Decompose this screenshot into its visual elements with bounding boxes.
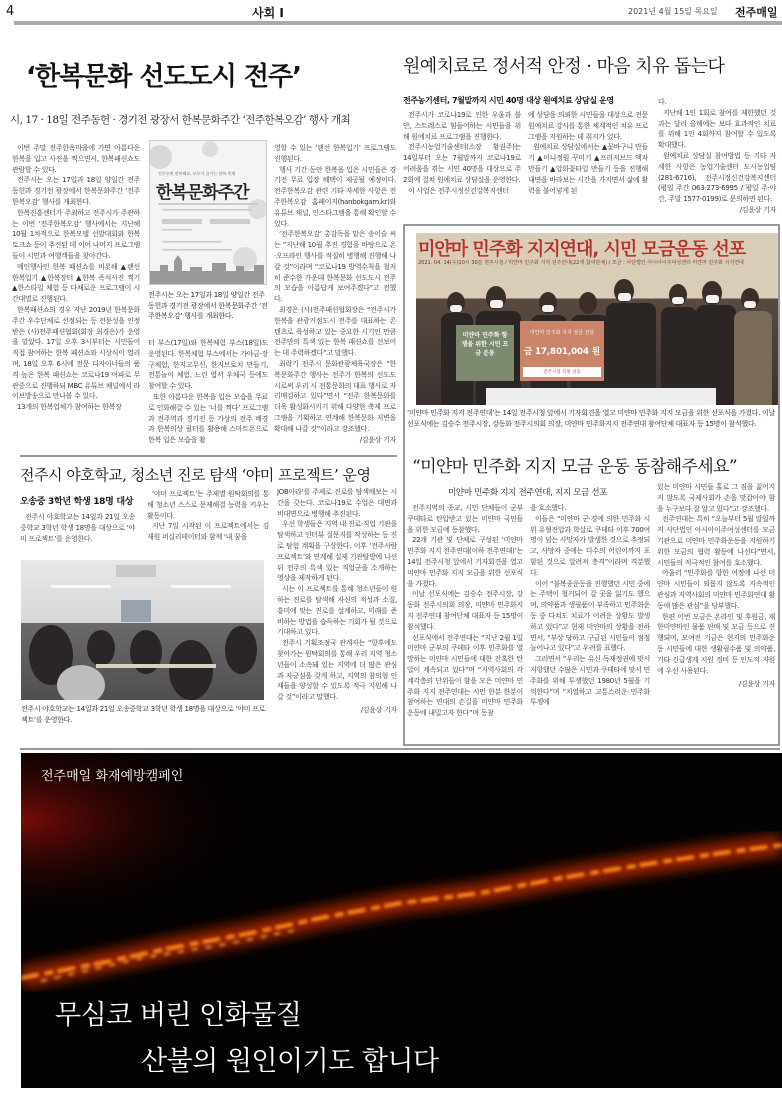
issue-date: 2021년 4월 15일 목요일 [628,7,718,16]
garden-headline: 원예치료로 정서적 안정 · 마음 치유 돕는다 [403,56,725,77]
photo-banner-subtext: 2021. 04. 14(수)10시 30분 전주시청 / 미얀마 민주화 지지 전주연대(22개 참여단체) / 모금 : 사단법인 아시아이주여성센터 미얀마 민주화 지지연대 [418,260,744,266]
yami-column-1: 전주시 야호학교는 14일과 21일 오송중학교 3학년 학생 18명을 대상으로 ‘야미 프로젝트’를 운영한다. [20,513,135,543]
yami-photo-caption: 전주시 야호학교는 14일과 21일 오송중학교 3학년 학생 18명을 대상으로 ‘야미 프로젝트’를 운영한다. [21,705,266,724]
garden-column-2: 에 상담을 의뢰한 시민들을 대상으로 전문 원예치료 강사를 통한 체계적인 치유 프로그램을 지원하는 데 취지가 있다. 원예치료 상담실에서는 ▲꽃바구니 만들기 ▲미니정원 꾸미기 ▲프리저브드 액자 만들기 ▲압화꽃타일 만들기 등을 진행해 내면을 바라보는 시간을 가지면서 삶에 활력을 불어넣게 된 [528,111,648,195]
hanbok-subheadline: 시, 17 · 18일 전주동헌 · 경기전 광장서 한복문화주간 ‘전주한복오감’ 행사 개최 [10,114,351,126]
ad-line-2: 산불의 원인이기도 합니다 [141,1046,439,1077]
poster-tagline: 전주오면 한복해요, 모두가 즐기는 한복 축제 [158,171,236,176]
myanmar-byline: /김윤상 기자 [738,680,775,689]
ad-line-1: 무심코 버린 인화물질 [55,1000,302,1031]
garden-byline: /김윤상 기자 [739,205,776,214]
myanmar-headline: “미얀마 민주화 지지 모금 운동 동참해주세요” [412,457,737,477]
hanbok-column-1: 이번 주말 전주한옥마을에 가면 아름다운 한복을 입고 사진을 찍으면서, 한복패션쇼도 관람할 수 있다. 전주시는 오는 17일과 18일 양일간 전주동헌과 경기전 광장에서 한복문화주간 ‘전주한복오감’ 행사를 개최한다. 한복진흥센터가 주최하고 전주시가 주관하는 이번 ‘전주한복오감’ 행사에서는 지난해 10월 1차적으로 한복모델 선발대회와 한복토크쇼 등이 추진된 데 이어 나머지 프로그램들이 시민과 여행객들을 찾아간다. 메인행사인 한복 패션쇼를 비롯해 ▲랜선 한복입기 ▲한복장터 ▲한복 즉석사진 찍기 ▲한스타일 체험 등 다채로운 프로그램이 시간대별로 진행된다. 한복패션쇼의 경우 지난 2019년 한복문화주간 우수단체로 선정되는 등 전문성을 인정받은 (사)전주패션협회(회장 최경은)가 운영을 맡았다. 17일 오후 3시부터는 시민들이 직접 참여하는 한복 패션쇼와 시상식이 열리며, 18일 오후 6시에 전문 디자이너들의 품격 높은 한복 패션쇼는 코로나19 여파로 무관중으로 진행하되 MBC 유튜브 채널에서 라이브방송으로 만나볼 수 있다. 13개의 한복업체가 참여하는 한복장 [12,144,140,412]
hanbok-column-2: 터 부스(17일)와 한복체험 부스(18일)도 운영된다. 한복체험 부스에서는 가야금·장구체험, 한지고무신, 한지브로치 만들기, 전통놀이 체험, 느린 엽서 우체국 등에도 참여할 수 있다. 또한 아름다운 한복을 입은 모습을 무료로 인화해갈 수 있는 ‘너를 찍다’ 프로그램과 전주역과 경기전 등 가상의 전주 배경과 한복의상 필터를 활용해 스마트폰으로 한복 입은 모습을 촬 [148,339,268,445]
hanbok-poster-image [149,140,267,285]
hanbok-byline: /김윤상 기자 [359,435,396,444]
yami-headline: 전주시 야호학교, 청소년 진로 탐색 ‘야미 프로젝트’ 운영 [20,466,371,484]
poster-title: 한복문화주간 [156,183,249,203]
hanbok-photo-caption: 전주시는 오는 17일과 18일 양일간 전주동헌과 경기전 광장에서 한복문화주간 ‘전주한복오감’ 행사를 개최한다. [148,291,268,320]
ad-campaign-title: 전주매일 화재예방캠페인 [41,769,184,784]
sign-title: 미얀마 민주화 지지 성금 전달 [529,330,595,336]
sign-amount: 금 17,801,004 원 [523,347,601,357]
garden-subheadline: 전주농기센터, 7월말까지 시민 40명 대상 원예치료 상담실 운영 [403,96,614,105]
ad-top-rule [20,748,780,750]
paper-name: 전주매일 [735,6,778,19]
yami-column-2: ‘야미 프로젝트’는 주제별 원탁회의를 통해 청소년 스스로 문제해결 능력을 키우는 활동이다. 지난 7일 시작된 이 프로젝트에서는 김재원 퍼실리테이터와 함께 ‘내 꿈을 [147,490,269,542]
photo-sign-left: 미얀마 민주화 항쟁을 위한 시민 모금 운동 [456,325,514,381]
fire-campaign-ad [21,753,782,1088]
sign-from: 전주시청 직원 일동 [523,367,601,377]
yami-byline: /김윤상 기자 [360,705,397,714]
myanmar-press-photo [416,233,778,405]
photo-banner-text: 미얀마 민주화 지지연대, 시민 모금운동 선포 [418,239,746,260]
yami-top-rule [20,455,397,457]
section-label: 사회 I [252,6,284,20]
yami-classroom-photo [21,560,264,700]
myanmar-column-3: 있는 미얀마 시민들 홀로 그 짐을 짊어지지 않도록 국제사회가 손을 맞잡아야 함을 누구보다 잘 알고 있다”고 강조했다. 전주연대는 특히 “오늘부터 5월 말일까지 사단법인 아시아이주여성센터를 모금기관으로 미얀마 민주화운동을 지원하기 위한 모금의 협력 활동에 나선다”면서, 시민들의 적극적인 참여를 호소했다. 아울러 “민주화를 향한 여정에 나선 미얀마 시민들이 외롭지 않도록 지속적인 관심과 지역사회의 미얀마 민주화연대 활동에 많은 관심”을 당부했다. 한편 이번 모금은 온라인 및 후원금, 재한미얀마인 물품 판매 및 모금 등으로 진행되며, 모여진 기금은 현지의 민주화운동 시민들에 대한 생활필수품 및 의약품, 기타 긴급생계 지원 경비 등 인도적 지원에 우선 사용된다. /김윤상 기자 [657,483,775,689]
myanmar-photo-caption: ‘미얀마 민주화 지지 전주연대’는 14일 전주시청 앞에서 기자회견을 열고 미얀마 민주화 지지 모금을 위한 선포식을 가졌다. 이날 선포식에는 김승수 전주시장, 강동화 전주시의회 의장, 미얀마 민주화지지 전주연대 참여단체 대표자 등 15명이 참석했다. [407,409,775,428]
myanmar-subheadline: 미얀마 민주화 지지 전주연대, 지지 모금 선포 [448,488,608,498]
photo-sign-right [520,321,604,381]
myanmar-column-1: 전주지역의 종교, 시민 단체들이 군부 쿠데타로 탄압받고 있는 미얀마 국민들을 위한 모금에 동참했다. 22개 기관 및 단체로 구성된 ‘미얀마 민주화 지지 전주연대(이하 전주연대)’는 14일 전주시청 앞에서 기자회견을 열고 미얀마 민주화 지지 모금을 위한 선포식을 가졌다. 이날 선포식에는 김승수 전주시장, 강동화 전주시의회 의장, 미얀마 민주화지지 전주연대 참여단체 대표자 등 15명이 참석했다. 선포식에서 전주연대는 “지난 2월 1일 미얀마 군부의 쿠데타 이후 민주화를 열망하는 미얀마 시민들에 대한 잔혹한 탄압이 계속되고 있다”며 “지역사회의 각계각층의 단위들이 함을 모은 미얀마 민주화 지지 전주연대는 시민 한분 한분이 참여하는 연대의 손길을 미얀마 민주화운동에 내밀고자 한다”며 동참 [407,504,523,718]
hanbok-headline: ‘한복문화 선도도시 전주’ [26,62,302,92]
garden-column-1: 전주시가 코로나19로 인한 우울과 불안, 스트레스로 힘들어하는 시민들을 위해 원예치료 프로그램을 진행한다. 전주시농업기술센터(소장 황권주)는 14일부터 오는 7월말까지 코로나19로 어려움을 겪는 시민 40명을 대상으로 주 2회에 걸쳐 원예치료 상담실을 운영한다. 이 사업은 전주시정신건강복지센터 [403,111,521,195]
hanbok-column-3: 영할 수 있는 ‘랜선 한복입기’ 프로그램도 진행된다. 행사 기간 동안 한복을 입은 시민들은 경기전 무료 입장 혜택이 제공될 예정이다. 전주한복오감 관련 기타 자세한 사항은 전주한복오감 홈페이지(hanbokgam.kr)와 유튜브 채널, 인스타그램을 통해 확인할 수 있다. ‘전주한복오감’ 총감독을 맡은 송이슬 씨는 “지난해 10월 추진 경험을 바탕으로 온·오프라인 행사를 적절히 병행해 진행해 나갈 것”이라며 “코로나19 방역수칙을 철저히 준수한 가운데 한복문화 선도도시 전주의 모습을 아름답게 보여주겠다”고 전했다. 최경은 (사)전주패션협회장은 “전주시가 한복을 관광거점도시 전주를 대표하는 콘텐츠로 육성하고 있는 중요한 시기인 만큼 전주만의 특색 있는 한복 패션쇼를 선보이는 데 주력하겠다”고 말했다. 최락기 전주시 문화관광체육국장은 “한복문화주간 행사는 전주가 한복의 선도도시로써 우리 시 전통문화의 대표 행사로 자리매김하고 있다”면서 “전주 한복문화를 더욱 활성화시키기 위해 다양한 축제 프로그램을 기획하고 연계해 한복문화 저변을 확대해 나갈 것”이라고 강조했다. /김윤상 기자 [274,144,396,444]
myanmar-column-2: 을 호소했다. 이들은 “미얀마 군·경에 의한 민주화 시위 유혈진압과 학살로 쿠데타 이후 700여명이 넘는 사망자가 발생한 것으로 추정되고, 사망자 중에는 다수의 어린이까지 포함된 것으로 알려져 충격”이라며 격분했다. 이어 “불복종운동을 진행했던 시민 중에는 주택이 철거되어 갈 곳을 잃기도 했으며, 의약품과 생필품이 부족하고 민주화운동 중 다쳐도 치료가 어려운 상황도 발생하고 있다”고 현재 미얀마의 상황을 전하면서, “부상 당하고 구금된 시민들이 점점 늘어나고 있다”고 우려를 표했다. 그러면서 “우리는 유신 독재정권에 맞서 저항했던 수많은 시민과 쿠데타에 맞서 민주화를 위해 투쟁했던 1980년 5월을 기억한다”며 “치열하고 고통스러운 민주화 투쟁에 [530,504,650,707]
yami-column-3: JOB아라’를 주제로 진로를 탐색해보는 시간을 갖는다. 코로나19로 수업은 대면과 비대면으로 병행해 추진된다. 우선 학생들은 지역 내 진로·직업 기관을 탐색하고 인터뷰 질문지를 작성하는 등 진로 탐험 계획을 구상한다. 이후 ‘전주사람 프로젝트’와 연계해 실제 기관탐방에 나선 뒤 전주의 특색 있는 직업군을 소개하는 영상을 제작하게 된다. 시는 이 프로젝트를 통해 청소년들이 원하는 진로를 탐색해 자신의 적성과 소질, 흥미에 맞는 진로를 설계하고, 미래를 준비하는 방법을 습득하는 기회가 될 것으로 기대하고 있다. 전주시 기획조정국 관계자는 “향후에도 찾아가는 원탁회의를 통해 우리 지역 청소년들이 소속돼 있는 지역에 더 많은 관심과 자긍심을 갖게 하고, 지역의 참의형 인재들을 양성할 수 있도록 적극 지원해 나갈 것”이라고 말했다. /김윤상 기자 [277,488,397,714]
header-rule [14,21,782,25]
yami-subheadline: 오송중 3학년 학생 18명 대상 [20,497,134,507]
page-number: 4 [6,4,15,19]
garden-column-3: 다. 지난해 1인 1회로 참여를 제한했던 것과는 달리 올해에는 보다 효과적인 치료를 위해 1인 4회까지 참여할 수 있도록 확대했다. 원예치료 상담실 참여방법 등 기타 자세한 사항은 농업기술센터 도시농업팀(281-6716), 전주시정신건강복지센터(평일 주간 063-273-6995 / 평일 주·야간, 주말 1577-0199)로 문의하면 된다. /김윤상 기자 [658,98,776,214]
